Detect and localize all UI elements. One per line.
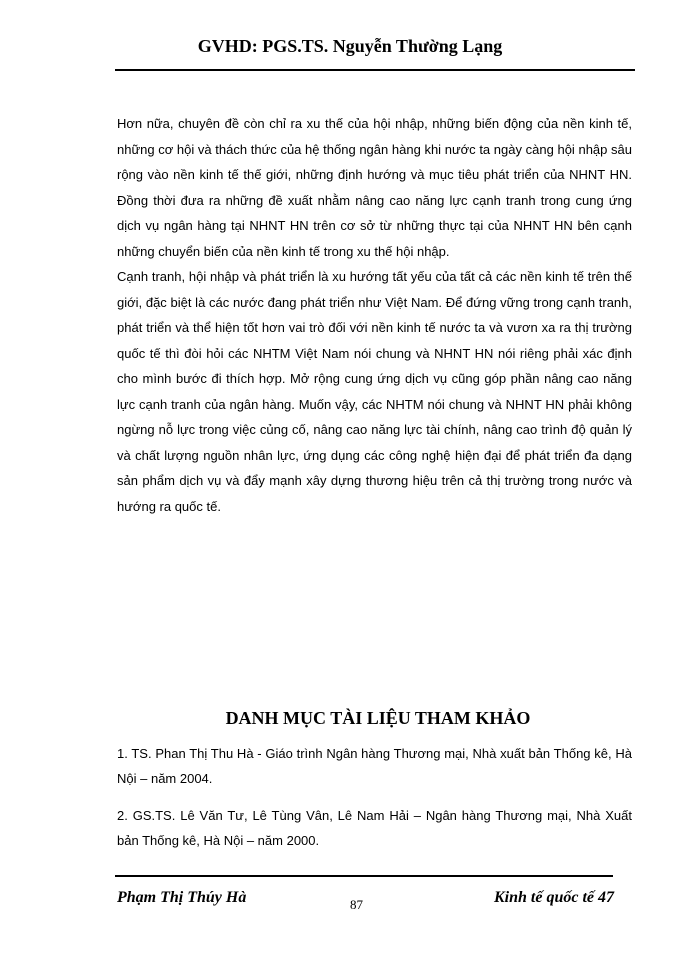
reference-item-2: 2. GS.TS. Lê Văn Tư, Lê Tùng Vân, Lê Nam Hải – Ngân hàng Thương mại, Nhà Xuất bản Thống kê, Hà Nội – năm 2000. — [117, 808, 632, 848]
header-title: GVHD: PGS.TS. Nguyễn Thường Lạng — [197, 36, 503, 56]
header-divider — [115, 69, 635, 71]
footer-divider — [115, 875, 613, 877]
page-number: 87 — [350, 897, 363, 912]
paragraph-2: Cạnh tranh, hội nhập và phát triển là xu hướng tất yếu của tất cả các nền kinh tế trên thế giới, đặc biệt là các nước đang phát triển như Việt Nam. Để đứng vững trong cạnh tranh, phát triển và thể hiện tốt hơn vai trò đối với nền kinh tế nước ta và vươn xa ra thị trường quốc tế thì đòi hỏi các NHTM Việt Nam nói chung và NHNT HN nói riêng phải xác định cho mình bước đi thích hợp. Mở rộng cung ứng dịch vụ cũng góp phần nâng cao năng lực cạnh tranh của ngân hàng. Muốn vậy, các NHTM nói chung và NHNT HN phải không ngừng nỗ lực trong việc củng cố, nâng cao năng lực tài chính, nâng cao trình độ quản lý và chất lượng nguồn nhân lực, ứng dụng các công nghệ hiện đại để phát triển đa dạng sản phẩm dịch vụ và đẩy mạnh xây dựng thương hiệu trên cả thị trường trong nước và hướng ra quốc tế. — [117, 269, 632, 514]
footer-author: Phạm Thị Thúy Hà — [117, 889, 247, 906]
footer-class: Kinh tế quốc tế 47 — [494, 889, 615, 906]
paragraph-1: Hơn nữa, chuyên đề còn chỉ ra xu thế của hội nhập, những biến động của nền kinh tế, những cơ hội và thách thức của hệ thống ngân hàng khi nước ta ngày càng hội nhập sâu rộng vào nền kinh tế thế giới, những định hướng và mục tiêu phát triển của NHNT HN. Đồng thời đưa ra những đề xuất nhằm nâng cao năng lực cạnh tranh trong cung ứng dịch vụ ngân hàng tại NHNT HN trên cơ sở từ những thực tại của NHNT HN bên cạnh những chuyển biến của nền kinh tế trong xu thế hội nhập. — [117, 116, 632, 259]
body-text — [117, 111, 632, 519]
references-heading: DANH MỤC TÀI LIỆU THAM KHẢO — [225, 708, 531, 728]
references-list — [117, 742, 632, 866]
reference-item-1: 1. TS. Phan Thị Thu Hà - Giáo trình Ngân hàng Thương mại, Nhà xuất bản Thống kê, Hà Nội – năm 2004. — [117, 746, 632, 786]
